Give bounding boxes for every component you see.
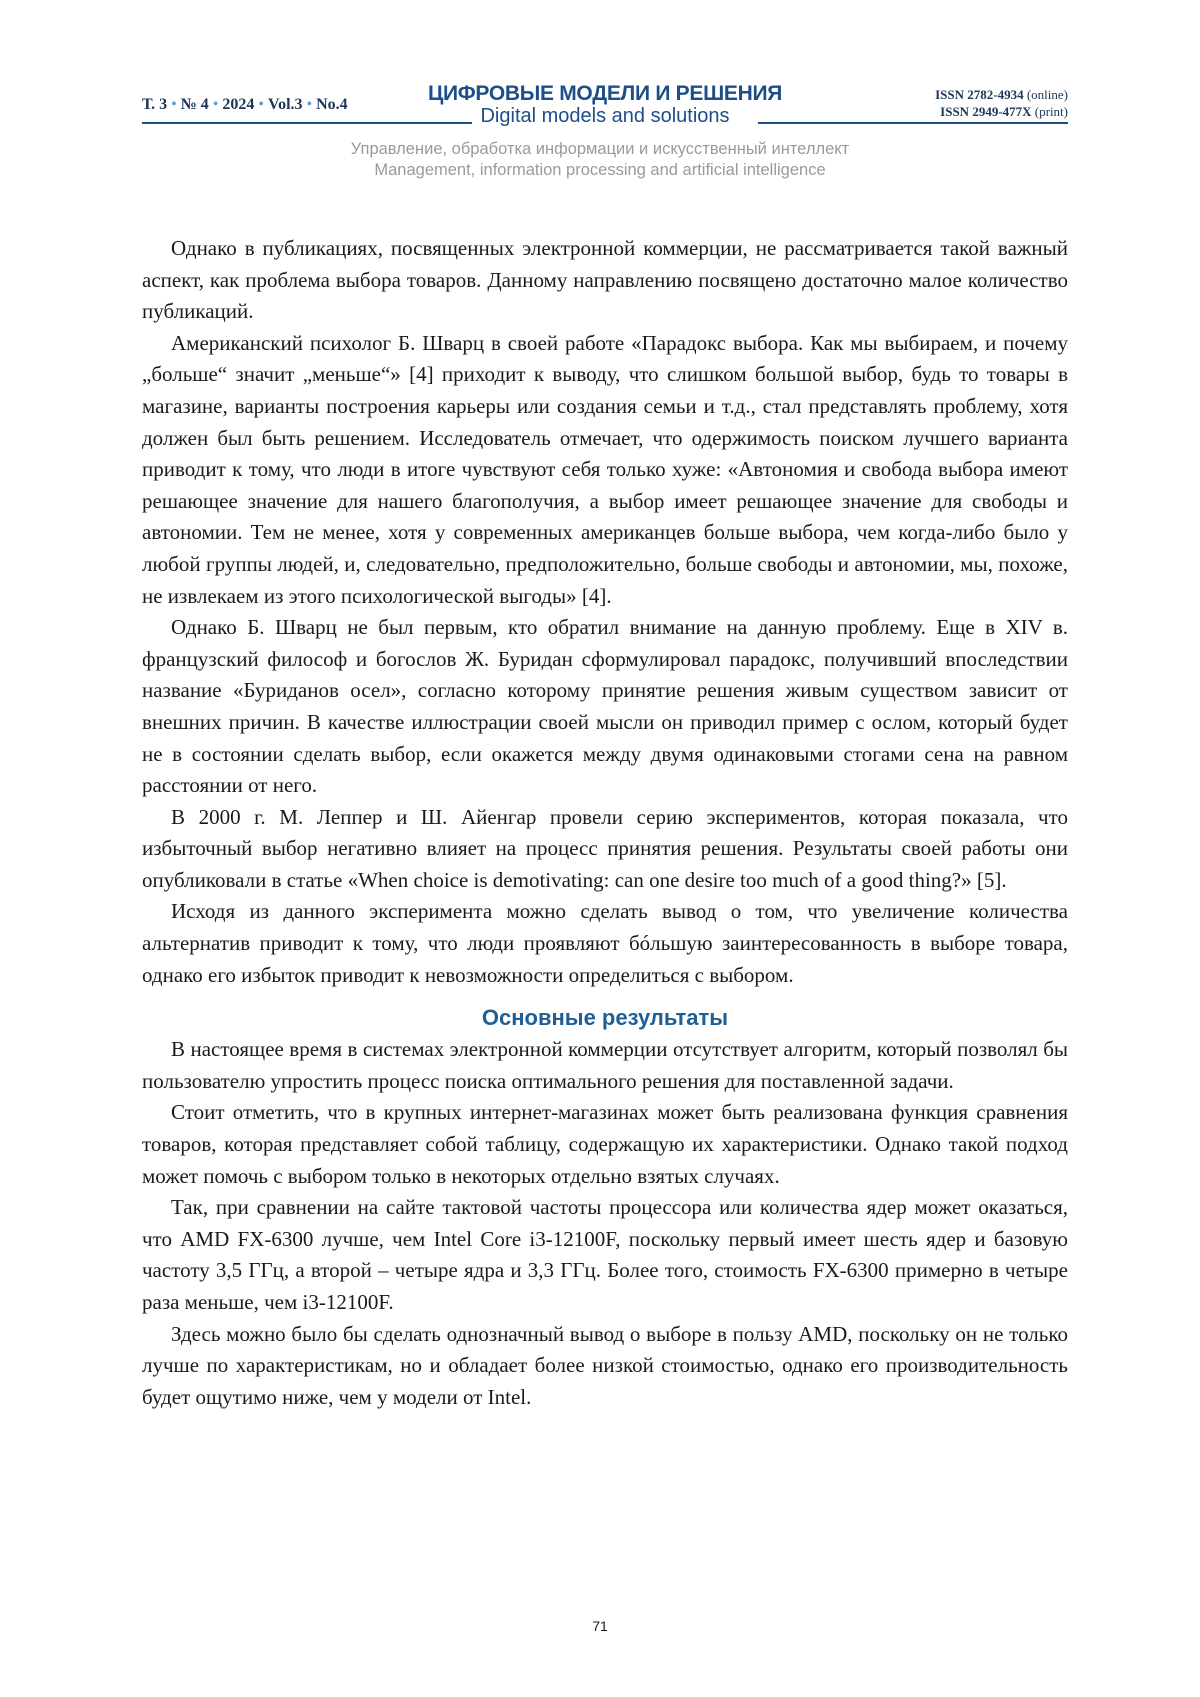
paragraph: В настоящее время в системах электронной коммерции отсутствует алгоритм, который позволял бы пользователю упростить процесс поиска оптимального решения для поставленной задачи. (142, 1034, 1068, 1097)
journal-title-en: Digital models and solutions (142, 106, 1068, 126)
paragraph: Исходя из данного эксперимента можно сделать вывод о том, что увеличение количества альтернатив приводит к тому, что люди проявляют бóльшую заинтересованность в выборе товара, однако его избыток приводит к невозможности определиться с выбором. (142, 896, 1068, 991)
paragraph: Однако в публикациях, посвященных электронной коммерции, не рассматривается такой важный аспект, как проблема выбора товаров. Данному направлению посвящено достаточно малое количество публикаций. (142, 233, 1068, 328)
issue-ru: № 4 (181, 96, 209, 113)
volume-info: Т. 3 • № 4 • 2024 • Vol.3 • No.4 (142, 96, 348, 114)
article-body (142, 233, 1068, 1413)
paragraph: В 2000 г. М. Леппер и Ш. Айенгар провели серию экспериментов, которая показала, что избыточный выбор негативно влияет на процесс принятия решения. Результаты своей работы они опубликовали в статье «When choice is demotivating: can one desire too much of a good thing?» [5]. (142, 802, 1068, 897)
issue-en: No.4 (316, 96, 348, 113)
issn-online-label: (online) (1027, 87, 1068, 102)
year: 2024 (222, 96, 254, 113)
paragraph: Стоит отметить, что в крупных интернет-магазинах может быть реализована функция сравнения товаров, которая представляет собой таблицу, содержащую их характеристики. Однако такой подход может помочь с выбором только в некоторых отдельно взятых случаях. (142, 1097, 1068, 1192)
issn-print-label: (print) (1035, 104, 1068, 119)
paragraph: Американский психолог Б. Шварц в своей работе «Парадокс выбора. Как мы выбираем, и почему „больше“ значит „меньше“» [4] приходит к выводу, что слишком большой выбор, будь то товары в магазине, варианты построения карьеры или создания семьи и т.д., стал представлять проблему, хотя должен был быть решением. Исследователь отмечает, что одержимость поиском лучшего варианта приводит к тому, что люди в итоге чувствуют себя только хуже: «Автономия и свобода выбора имеют решающее значение для нашего благополучия, а выбор имеет решающее значение для свободы и автономии. Тем не менее, хотя у современных американцев больше выбора, чем когда-либо было у любой группы людей, и, следовательно, предположительно, больше свободы и автономии, мы, похоже, не извлекаем из этого психологической выгоды» [4]. (142, 328, 1068, 612)
journal-title (142, 82, 1068, 126)
journal-title-ru: ЦИФРОВЫЕ МОДЕЛИ И РЕШЕНИЯ (142, 82, 1068, 106)
volume-en: Vol.3 (268, 96, 303, 113)
header-rule-left (142, 122, 472, 124)
section-caption (0, 139, 1200, 181)
paragraph: Здесь можно было бы сделать однозначный вывод о выборе в пользу AMD, поскольку он не только лучше по характеристикам, но и обладает более низкой стоимостью, однако его производительность будет ощутимо ниже, чем у модели от Intel. (142, 1319, 1068, 1414)
volume-ru: Т. 3 (142, 96, 167, 113)
paragraph: Однако Б. Шварц не был первым, кто обратил внимание на данную проблему. Еще в XIV в. французский философ и богослов Ж. Буридан сформулировал парадокс, получивший впоследствии название «Буриданов осел», согласно которому принятие решения живым существом зависит от внешних причин. В качестве иллюстрации своей мысли он приводил пример с ослом, который будет не в состоянии сделать выбор, если окажется между двумя одинаковыми стогами сена на равном расстоянии от него. (142, 612, 1068, 802)
section-caption-en: Management, information processing and artificial intelligence (0, 160, 1200, 181)
issn-block (935, 86, 1068, 120)
paragraph: Так, при сравнении на сайте тактовой частоты процессора или количества ядер может оказаться, что AMD FX-6300 лучше, чем Intel Core i3-12100F, поскольку первый имеет шесть ядер и базовую частоту 3,5 ГГц, а второй – четыре ядра и 3,3 ГГц. Более того, стоимость FX-6300 примерно в четыре раза меньше, чем i3-12100F. (142, 1192, 1068, 1318)
header-rule-right (758, 122, 1068, 124)
issn-online: ISSN 2782-4934 (935, 87, 1024, 102)
running-header (142, 82, 1068, 124)
section-caption-ru: Управление, обработка информации и искусственный интеллект (0, 139, 1200, 160)
issn-print: ISSN 2949-477X (940, 104, 1031, 119)
section-heading: Основные результаты (142, 1001, 1068, 1034)
page-number: 71 (0, 1618, 1200, 1634)
